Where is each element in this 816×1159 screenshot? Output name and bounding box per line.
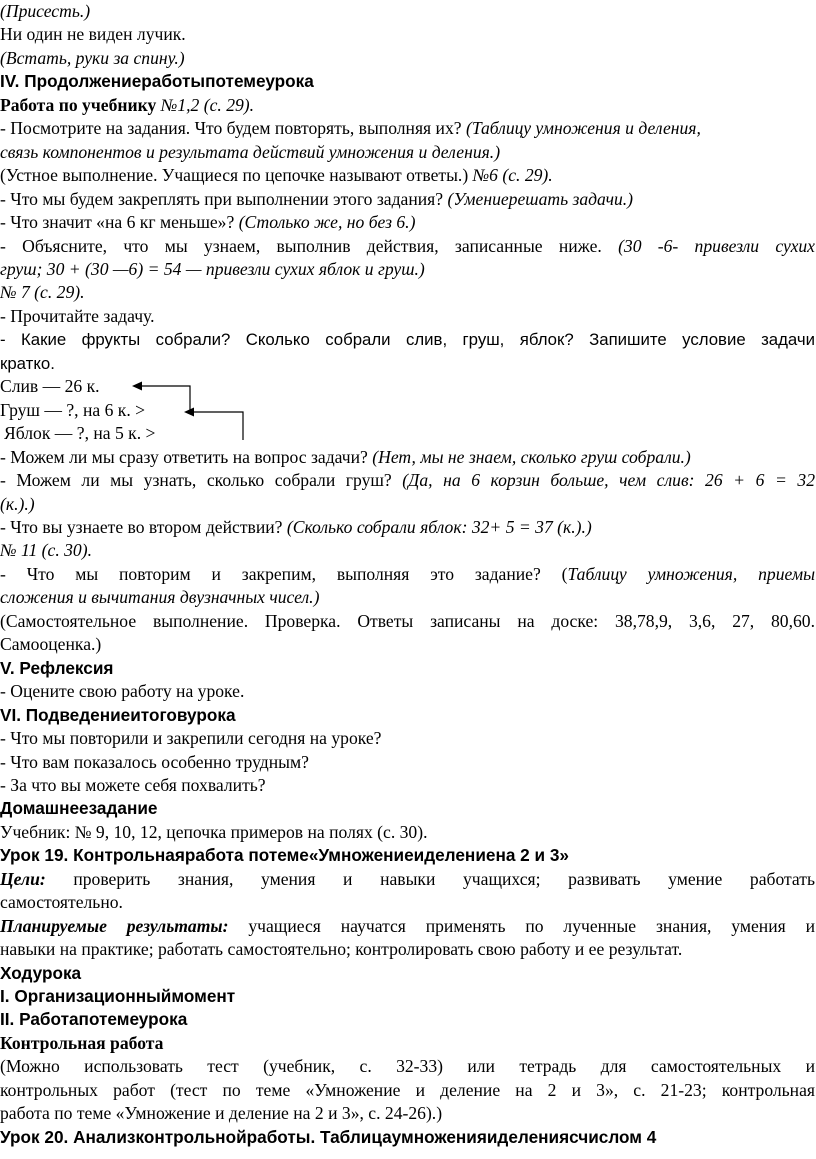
- bold-italic-run: Планируемые результаты:: [0, 915, 229, 936]
- text-line: навыки на практике; работать самостоятельно; контролировать свою работу и ее результат.: [0, 939, 683, 960]
- italic-run: (Столько же, но без 6.): [238, 212, 416, 233]
- text-line: (Самостоятельное выполнение. Проверка. Ответы записаны на доске: 38,78,9, 3,6, 27, 80,60.: [0, 610, 815, 631]
- italic-run: (Да, на 6 корзин больше, чем слив: 26 + 6 = 32: [402, 470, 815, 491]
- italic-run: №1,2 (с. 29).: [160, 94, 255, 115]
- text-line: (Присесть.): [0, 1, 91, 21]
- text-run: - Можем ли мы сразу ответить на вопрос задачи?: [0, 446, 373, 467]
- lesson-heading: Урок 19. Контрольнаяработа потеме«Умножениеиделениена 2 и 3»: [0, 845, 569, 866]
- text-line: груш; 30 + (30 —6) = 54 — привезли сухих яблок и груш.): [0, 258, 425, 279]
- text-line: (Можно использовать тест (учебник, с. 32-33) или тетрадь для самостоятельных и: [0, 1056, 815, 1077]
- text-line: связь компонентов и результата действий умножения и деления.): [0, 141, 501, 162]
- text-line: [0, 188, 815, 211]
- italic-run: (Сколько собрали яблок: 32+ 5 = 37 (к.).): [286, 516, 592, 537]
- italic-run: №6 (с. 29).: [472, 165, 553, 186]
- text-line: [0, 563, 815, 586]
- text-line: Ни один не виден лучик.: [0, 24, 186, 45]
- text-run: - Что значит «на 6 кг меньше»?: [0, 212, 239, 233]
- text-line: [0, 164, 815, 187]
- text-run: - Что мы будем закреплять при выполнении этого задания?: [0, 188, 448, 209]
- text-line: [0, 915, 815, 938]
- section-heading: IV. Продолжениеработыпотемеурока: [0, 71, 314, 92]
- section-heading: Ходурока: [0, 962, 82, 983]
- text-line: [0, 469, 815, 492]
- italic-run: (Умениерешать задачи.): [447, 188, 634, 209]
- text-line: - Прочитайте задачу.: [0, 305, 155, 326]
- text-line: [0, 235, 815, 258]
- text-run: (Устное выполнение. Учащиеся по цепочке называют ответы.): [0, 165, 473, 186]
- italic-run: (Нет, мы не знаем, сколько груш собрали.): [372, 446, 691, 467]
- text-line: - Что вам показалось особенно трудным?: [0, 751, 309, 772]
- text-run: проверить знания, умения и навыки учащихся; развивать умение работать: [45, 868, 815, 889]
- text-run: - Можем ли мы узнать, сколько собрали груш?: [0, 470, 403, 491]
- text-run: - Что мы повторим и закрепим, выполняя это задание? (: [0, 563, 568, 584]
- text-line: самостоятельно.: [0, 892, 123, 913]
- text-run: - Что вы узнаете во втором действии?: [0, 516, 287, 537]
- text-line: - Что мы повторили и закрепили сегодня на уроке?: [0, 728, 382, 749]
- italic-run: Таблицу умножения, приемы: [567, 563, 815, 584]
- text-line: [0, 94, 815, 117]
- text-line: [0, 117, 815, 140]
- text-line: (к.).): [0, 493, 35, 514]
- text-line: Контрольная работа: [0, 1032, 164, 1053]
- italic-run: (30 -6- привезли сухих: [618, 235, 815, 256]
- text-line: [0, 211, 815, 234]
- text-line: [0, 868, 815, 891]
- task-condition-apples: Яблок — ?, на 5 к. >: [4, 423, 156, 444]
- text-line: [0, 516, 815, 539]
- text-line: № 7 (с. 29).: [0, 282, 85, 303]
- text-line: - Какие фрукты собрали? Сколько собрали слив, груш, яблок? Запишите условие задачи: [0, 330, 815, 350]
- section-heading: V. Рефлексия: [0, 657, 114, 678]
- text-line: контрольных работ (тест по теме «Умножение и деление на 2 и 3», с. 21-23; контрольная: [0, 1079, 815, 1100]
- text-line: - Оцените свою работу на уроке.: [0, 681, 245, 702]
- section-heading: VI. Подведениеитоговурока: [0, 704, 236, 725]
- text-run: - Посмотрите на задания. Что будем повторять, выполняя их?: [0, 118, 466, 139]
- text-line: Учебник: № 9, 10, 12, цепочка примеров на полях (с. 30).: [0, 821, 428, 842]
- task-condition-plums: Слив — 26 к.: [0, 376, 100, 397]
- text-line: № 11 (с. 30).: [0, 540, 92, 561]
- section-heading: II. Работапотемеурока: [0, 1009, 188, 1030]
- lesson-heading: Урок 20. Анализконтрольнойработы. Таблицаумноженияиделениясчислом 4: [0, 1126, 657, 1147]
- text-line: (Встать, руки за спину.): [0, 47, 185, 68]
- section-heading: Домашнеезадание: [0, 798, 158, 819]
- bold-run: Работа по учебнику: [0, 94, 161, 115]
- italic-run: (Таблицу умножения и деления,: [465, 118, 701, 139]
- text-line: кратко.: [0, 353, 55, 373]
- text-line: работа по теме «Умножение и деление на 2 и 3», с. 24-26).): [0, 1103, 443, 1124]
- text-run: учащиеся научатся применять по лученные знания, умения и: [228, 915, 815, 936]
- text-line: [0, 446, 815, 469]
- text-line: сложения и вычитания двузначных чисел.): [0, 587, 320, 608]
- text-line: Самооценка.): [0, 634, 102, 655]
- bold-italic-run: Цели:: [0, 868, 46, 889]
- section-heading: I. Организационныймомент: [0, 986, 236, 1007]
- text-line: - За что вы можете себя похвалить?: [0, 774, 266, 795]
- task-condition-pears: Груш — ?, на 6 к. >: [0, 399, 146, 420]
- text-run: - Объясните, что мы узнаем, выполнив действия, записанные ниже.: [0, 235, 619, 256]
